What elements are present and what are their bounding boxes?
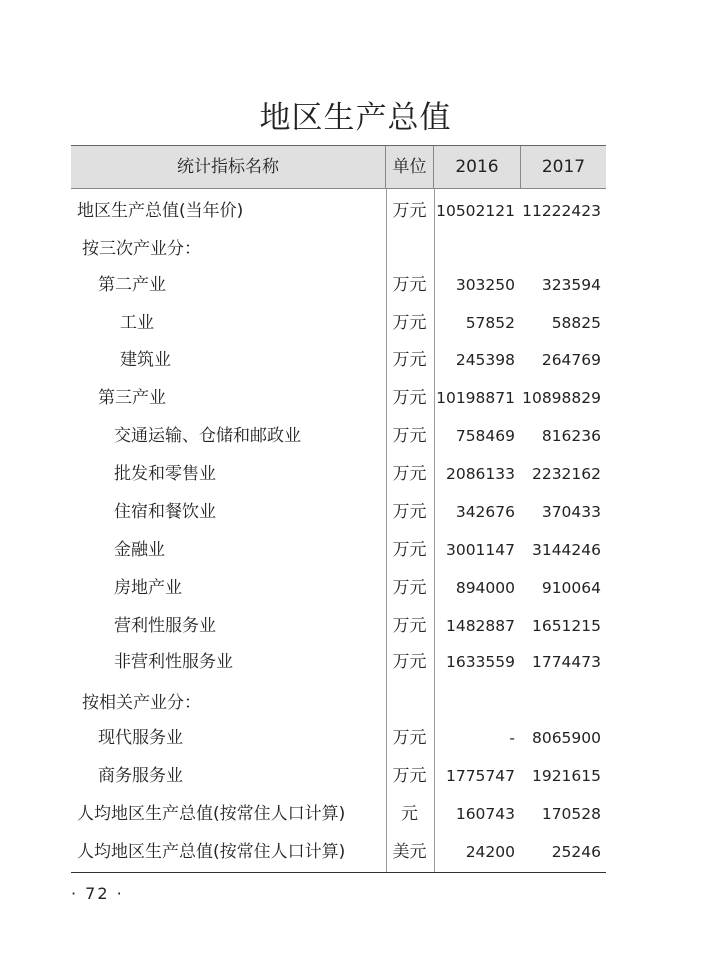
row-unit: 万元 bbox=[392, 313, 427, 333]
row-name: 批发和零售业 bbox=[114, 464, 216, 484]
header-year-2017: 2017 bbox=[541, 157, 586, 177]
row-value-2016: 1482887 bbox=[445, 617, 515, 635]
row-value-2017: 1921615 bbox=[531, 767, 601, 785]
table-row bbox=[71, 311, 606, 335]
table-row bbox=[71, 199, 606, 223]
row-value-2016: 342676 bbox=[455, 503, 515, 521]
row-value-2016: 10502121 bbox=[436, 202, 515, 220]
row-value-2017: 11222423 bbox=[522, 202, 601, 220]
row-value-2016: 160743 bbox=[455, 805, 515, 823]
row-value-2016: 1633559 bbox=[445, 653, 515, 671]
row-value-2017: 3144246 bbox=[531, 541, 601, 559]
header-divider bbox=[520, 146, 521, 188]
page-title: 地区生产总值 bbox=[259, 100, 452, 136]
row-value-2017: 170528 bbox=[541, 805, 601, 823]
row-name: 现代服务业 bbox=[98, 728, 183, 748]
row-value-2017: 58825 bbox=[551, 314, 601, 332]
row-unit: 万元 bbox=[392, 426, 427, 446]
row-unit: 万元 bbox=[392, 275, 427, 295]
row-unit: 万元 bbox=[392, 464, 427, 484]
table-row bbox=[71, 237, 606, 261]
table-row bbox=[71, 614, 606, 638]
page-number: · 72 · bbox=[71, 884, 124, 903]
row-name: 住宿和餐饮业 bbox=[114, 502, 216, 522]
row-name: 地区生产总值(当年价) bbox=[77, 201, 244, 221]
row-value-2016: 245398 bbox=[455, 351, 515, 369]
row-name: 非营利性服务业 bbox=[114, 652, 233, 672]
row-value-2016: 758469 bbox=[455, 427, 515, 445]
row-value-2017: 25246 bbox=[551, 843, 601, 861]
row-value-2016: 10198871 bbox=[436, 389, 515, 407]
table-row bbox=[71, 650, 606, 674]
table-row bbox=[71, 386, 606, 410]
row-value-2016: 1775747 bbox=[445, 767, 515, 785]
header-year-2016: 2016 bbox=[455, 157, 499, 177]
row-value-2016: 2086133 bbox=[445, 465, 515, 483]
row-unit: 万元 bbox=[392, 728, 427, 748]
table-row bbox=[71, 764, 606, 788]
row-unit: 万元 bbox=[392, 616, 427, 636]
row-unit: 万元 bbox=[392, 201, 427, 221]
row-value-2016: 894000 bbox=[455, 579, 515, 597]
row-value-2017: 264769 bbox=[541, 351, 601, 369]
table-row bbox=[71, 840, 606, 864]
row-value-2016: 24200 bbox=[465, 843, 515, 861]
row-value-2017: 323594 bbox=[541, 276, 601, 294]
row-value-2017: 1651215 bbox=[531, 617, 601, 635]
header-unit: 单位 bbox=[392, 157, 427, 177]
row-name: 按三次产业分： bbox=[82, 239, 201, 259]
row-value-2017: 2232162 bbox=[531, 465, 601, 483]
table-row bbox=[71, 576, 606, 600]
row-unit: 万元 bbox=[392, 350, 427, 370]
row-value-2017: 1774473 bbox=[531, 653, 601, 671]
row-unit: 万元 bbox=[392, 652, 427, 672]
table-row bbox=[71, 726, 606, 750]
row-value-2017: 370433 bbox=[541, 503, 601, 521]
header-divider bbox=[385, 146, 386, 188]
row-name: 第三产业 bbox=[98, 388, 166, 408]
row-name: 交通运输、仓储和邮政业 bbox=[114, 426, 301, 446]
table-row bbox=[71, 348, 606, 372]
row-value-2016: 3001147 bbox=[445, 541, 515, 559]
row-value-2016: 303250 bbox=[455, 276, 515, 294]
header-name: 统计指标名称 bbox=[177, 157, 279, 177]
row-name: 建筑业 bbox=[120, 350, 171, 370]
table-row bbox=[71, 424, 606, 448]
row-unit: 万元 bbox=[392, 540, 427, 560]
row-name: 金融业 bbox=[114, 540, 165, 560]
row-unit: 万元 bbox=[392, 766, 427, 786]
table-row bbox=[71, 691, 606, 715]
row-unit: 万元 bbox=[392, 578, 427, 598]
row-unit: 美元 bbox=[392, 842, 427, 862]
table-row bbox=[71, 802, 606, 826]
row-value-2017: 816236 bbox=[541, 427, 601, 445]
row-value-2017: 910064 bbox=[541, 579, 601, 597]
row-unit: 元 bbox=[401, 804, 418, 824]
row-name: 营利性服务业 bbox=[114, 616, 216, 636]
row-value-2017: 8065900 bbox=[531, 729, 601, 747]
row-name: 工业 bbox=[120, 313, 154, 333]
row-unit: 万元 bbox=[392, 388, 427, 408]
table-row bbox=[71, 462, 606, 486]
row-name: 商务服务业 bbox=[98, 766, 183, 786]
row-name: 按相关产业分： bbox=[82, 693, 201, 713]
row-value-2017: 10898829 bbox=[522, 389, 601, 407]
row-name: 第二产业 bbox=[98, 275, 166, 295]
table-row bbox=[71, 538, 606, 562]
gdp-table bbox=[71, 145, 606, 873]
row-name: 人均地区生产总值(按常住人口计算) bbox=[77, 804, 346, 824]
row-name: 房地产业 bbox=[114, 578, 182, 598]
table-body bbox=[71, 189, 606, 872]
header-divider bbox=[433, 146, 434, 188]
row-value-2016: 57852 bbox=[465, 314, 515, 332]
row-name: 人均地区生产总值(按常住人口计算) bbox=[77, 842, 346, 862]
table-header bbox=[71, 146, 606, 189]
row-unit: 万元 bbox=[392, 502, 427, 522]
table-row bbox=[71, 273, 606, 297]
row-value-2016: - bbox=[509, 729, 515, 747]
table-row bbox=[71, 500, 606, 524]
